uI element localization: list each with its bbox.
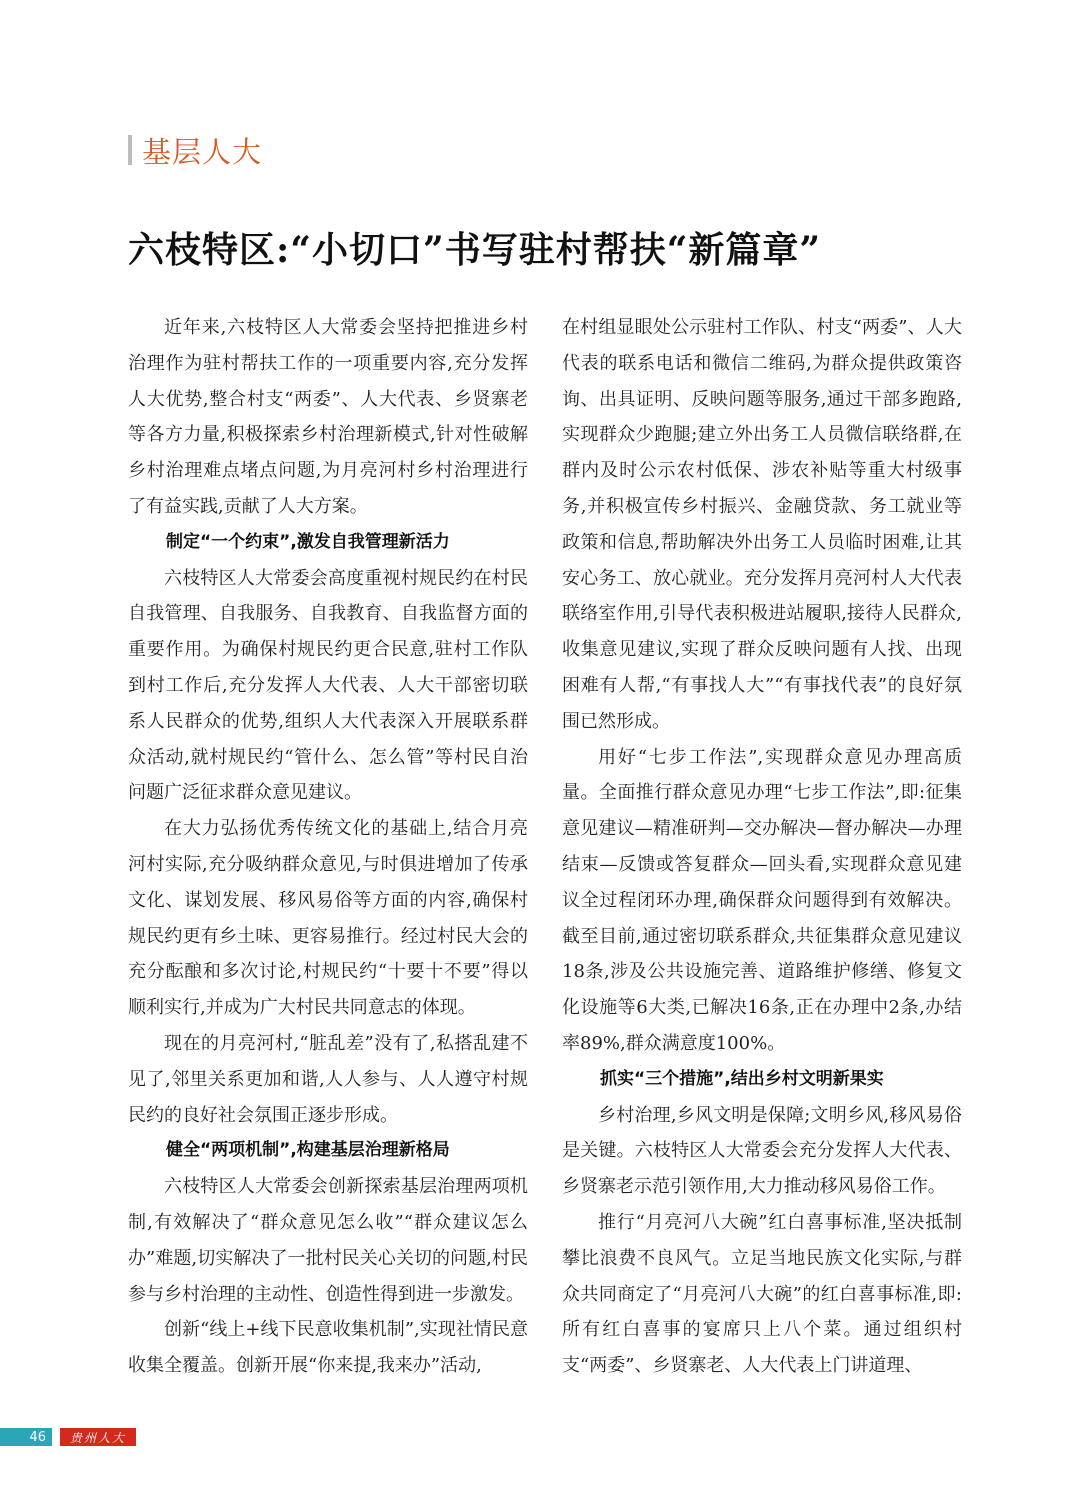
section-heading: 健全“两项机制”,构建基层治理新格局 <box>166 1140 450 1161</box>
paragraph: 六枝特区人大常委会高度重视村规民约在村民自我管理、自我服务、自我教育、自我监督方面的重要作用。为确保村规民约更合民意,驻村工作队到村工作后,充分发挥人大代表、人大干部密切联系人民群众的优势,组织人大代表深入开展联系群众活动,就村规民约“管什么、怎么管”等村民自治问题广泛征求群众意见建议。 <box>128 567 528 804</box>
article-title: 六枝特区:“小切口”书写驻村帮扶“新篇章” <box>128 229 822 271</box>
paragraph: 在大力弘扬优秀传统文化的基础上,结合月亮河村实际,充分吸纳群众意见,与时俱进增加了传承文化、谋划发展、移风易俗等方面的内容,确保村规民约更有乡土味、更容易推行。经过村民大会的充分酝酿和多次讨论,村规民约“十要十不要”得以顺利实行,并成为广大村民共同意志的体现。 <box>128 818 528 1019</box>
section-tag <box>128 130 262 170</box>
section-label: 基层人大 <box>142 134 263 169</box>
paragraph: 现在的月亮河村,“脏乱差”没有了,私搭乱建不见了,邻里关系更加和谐,人人参与、人人遵守村规民约的良好社会氛围正逐步形成。 <box>128 1032 528 1126</box>
paragraph-continued: 在村组显眼处公示驻村工作队、村支“两委”、人大代表的联系电话和微信二维码,为群众提供政策咨询、出具证明、反映问题等服务,通过干部多跑路,实现群众少跑腿;建立外出务工人员微信联络群,在群内及时公示农村低保、涉农补贴等重大村级事务,并积极宣传乡村振兴、金融贷款、务工就业等政策和信息,帮助解决外出务工人员临时困难,让其安心务工、放心就业。充分发挥月亮河村人大代表联络室作用,引导代表积极进站履职,接待人民群众,收集意见建议,实现了群众反映问题有人找、出现困难有人帮,“有事找人大”“有事找代表”的良好氛围已然形成。 <box>562 317 962 732</box>
page-number: 46 <box>0 1428 52 1446</box>
left-column <box>128 310 528 1384</box>
right-column <box>562 310 962 1384</box>
magazine-logo: 贵州人大 <box>60 1428 136 1446</box>
paragraph: 近年来,六枝特区人大常委会坚持把推进乡村治理作为驻村帮扶工作的一项重要内容,充分发挥人大优势,整合村支“两委”、人大代表、乡贤寨老等各方力量,积极探索乡村治理新模式,针对性破解乡村治理难点堵点问题,为月亮河村乡村治理进行了有益实践,贡献了人大方案。 <box>128 317 528 517</box>
paragraph: 乡村治理,乡风文明是保障;文明乡风,移风易俗是关键。六枝特区人大常委会充分发挥人大代表、乡贤寨老示范引领作用,大力推动移风易俗工作。 <box>562 1104 962 1198</box>
paragraph: 用好“七步工作法”,实现群众意见办理高质量。全面推行群众意见办理“七步工作法”,即:征集意见建议—精准研判—交办解决—督办解决—办理结束—反馈或答复群众—回头看,实现群众意见建议全过程闭环办理,确保群众问题得到有效解决。截至目前,通过密切联系群众,共征集群众意见建议18条,涉及公共设施完善、道路维护修缮、修复文化设施等6大类,已解决16条,正在办理中2条,办结率89%,群众满意度100%。 <box>562 746 962 1054</box>
paragraph: 推行“月亮河八大碗”红白喜事标准,坚决抵制攀比浪费不良风气。立足当地民族文化实际,与群众共同商定了“月亮河八大碗”的红白喜事标准,即:所有红白喜事的宴席只上八个菜。通过组织村支“两委”、乡贤寨老、人大代表上门讲道理、 <box>562 1211 962 1377</box>
paragraph: 六枝特区人大常委会创新探索基层治理两项机制,有效解决了“群众意见怎么收”“群众建议怎么办”难题,切实解决了一批村民关心关切的问题,村民参与乡村治理的主动性、创造性得到进一步激发。 <box>128 1176 528 1305</box>
section-heading: 制定“一个约束”,激发自我管理新活力 <box>166 531 450 552</box>
page-footer <box>0 1427 136 1447</box>
section-tag-bar <box>128 135 132 165</box>
section-heading: 抓实“三个措施”,结出乡村文明新果实 <box>600 1068 884 1089</box>
paragraph: 创新“线上+线下民意收集机制”,实现社情民意收集全覆盖。创新开展“你来提,我来办”活动, <box>128 1319 528 1377</box>
